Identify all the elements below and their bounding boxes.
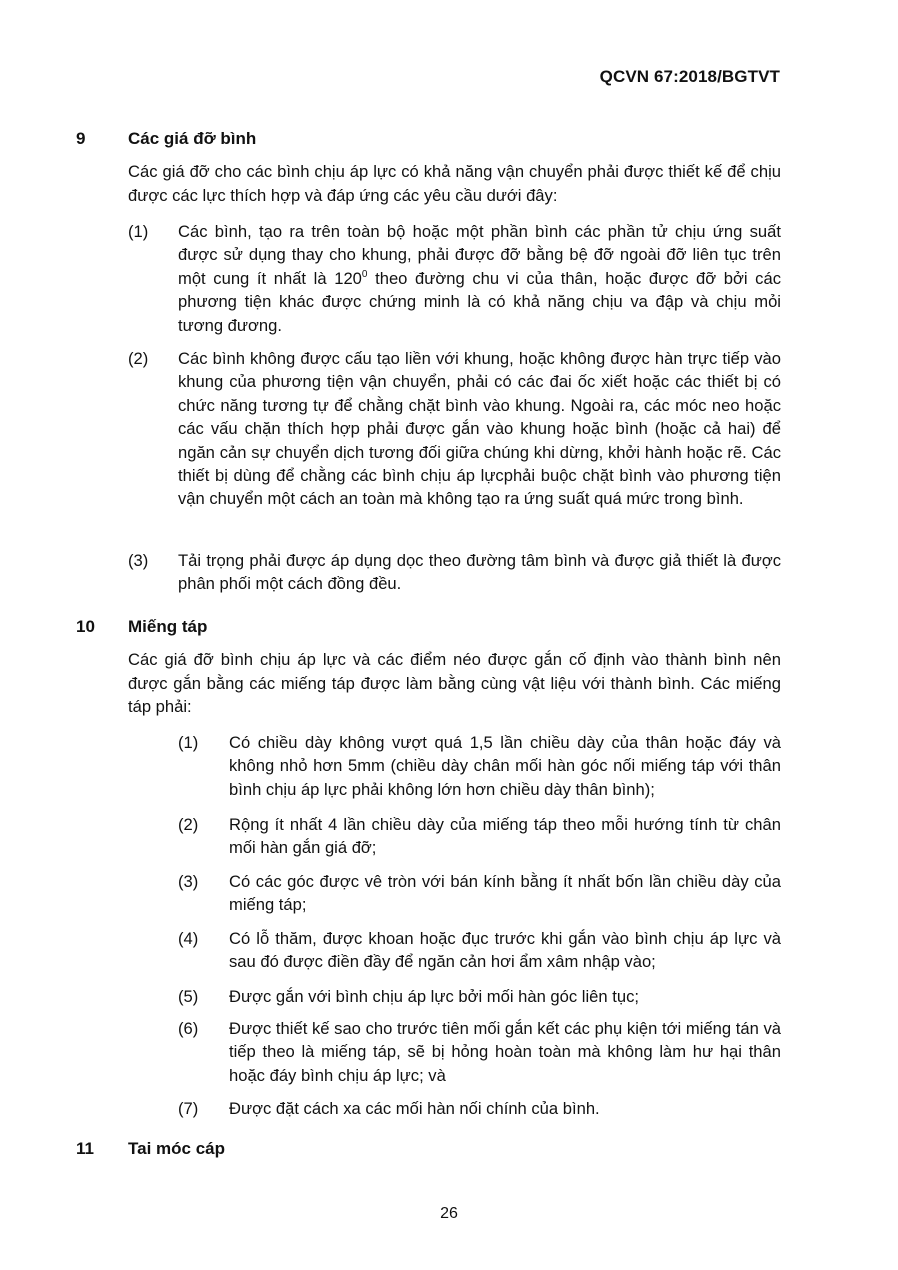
list-item bbox=[178, 731, 781, 801]
list-item bbox=[178, 1017, 781, 1087]
list-item-label: (5) bbox=[178, 987, 199, 1006]
list-item-label: (7) bbox=[178, 1099, 199, 1118]
list-item-text: Có các góc được vê tròn với bán kính bằng ít nhất bốn lần chiều dày của miếng táp; bbox=[229, 872, 781, 915]
list-item-label: (3) bbox=[178, 872, 199, 891]
page-number: 26 bbox=[440, 1205, 458, 1222]
list-item bbox=[128, 549, 781, 596]
list-item-text: Có lỗ thăm, được khoan hoặc đục trước khi gắn vào bình chịu áp lực và sau đó được điền đầy để ngăn cản hơi ẩm xâm nhập vào; bbox=[229, 929, 781, 972]
section-number: 10 bbox=[76, 617, 95, 636]
list-item-text: Rộng ít nhất 4 lần chiều dày của miếng táp theo mỗi hướng tính từ chân mối hàn gắn giá đỡ; bbox=[229, 815, 781, 858]
page-header-code: QCVN 67:2018/BGTVT bbox=[599, 67, 780, 86]
section-title: Các giá đỡ bình bbox=[128, 129, 257, 148]
list-item-label: (4) bbox=[178, 929, 199, 948]
list-item bbox=[128, 347, 781, 511]
list-item bbox=[178, 813, 781, 860]
list-item-text: Tải trọng phải được áp dụng dọc theo đường tâm bình và được giả thiết là được phân phối một cách đồng đều. bbox=[178, 551, 781, 594]
list-item-text: Các bình không được cấu tạo liền với khung, hoặc không được hàn trực tiếp vào khung của phương tiện vận chuyển, phải có các đai ốc xiết hoặc các thiết bị có chức năng tương tự để chằng chặt bình vào khung. Ngoài ra, các móc neo hoặc các vấu chặn thích hợp phải được gắn vào khung hoặc bình (hoặc cả hai) để ngăn cản sự chuyển dịch tương đối giữa chúng khi dừng, khởi hành hoặc rẽ. Các thiết bị dùng để chằng các bình chịu áp lựcphải buộc chặt bình vào phương tiện vận chuyển một cách an toàn mà không tạo ra ứng suất quá mức trong bình. bbox=[178, 349, 781, 509]
list-item-label: (6) bbox=[178, 1019, 199, 1038]
section-title: Tai móc cáp bbox=[128, 1139, 225, 1158]
list-item bbox=[128, 220, 781, 337]
degree-superscript: 0 bbox=[361, 268, 368, 280]
list-item-label: (1) bbox=[178, 733, 199, 752]
list-item-text: Được đặt cách xa các mối hàn nối chính của bình. bbox=[229, 1099, 600, 1118]
section-9-intro: Các giá đỡ cho các bình chịu áp lực có khả năng vận chuyển phải được thiết kế để chịu được các lực thích hợp và đáp ứng các yêu cầu dưới đây: bbox=[128, 162, 781, 205]
list-item bbox=[178, 870, 781, 917]
list-item-text: Các bình, tạo ra trên toàn bộ hoặc một phần bình các phần tử chịu ứng suất được sử dụng thay cho khung, phải được đỡ bằng bệ đỡ ngoài đỡ liên tục trên một cung ít nhất là $120^0$ theo đường chu vi của thân, hoặc được đỡ bởi các phương tiện khác được chứng minh là có khả năng chịu va đập và chịu mỏi tương đương. bbox=[178, 222, 781, 335]
list-item-label: (1) bbox=[128, 222, 149, 241]
list-item-text: Có chiều dày không vượt quá 1,5 lần chiều dày của thân hoặc đáy và không nhỏ hơn 5mm (chiều dày chân mối hàn góc nối miếng táp với thân bình chịu áp lực phải không lớn hơn chiều dày thân bình); bbox=[229, 733, 781, 799]
section-number: 9 bbox=[76, 129, 86, 148]
list-item bbox=[178, 927, 781, 974]
section-number: 11 bbox=[76, 1139, 94, 1158]
section-10-intro: Các giá đỡ bình chịu áp lực và các điểm néo được gắn cố định vào thành bình nên được gắn bằng các miếng táp được làm bằng cùng vật liệu với thành bình. Các miếng táp phải: bbox=[128, 650, 781, 717]
list-item-label: (2) bbox=[128, 349, 149, 368]
list-item-text: Được gắn với bình chịu áp lực bởi mối hàn góc liên tục; bbox=[229, 987, 639, 1006]
list-item bbox=[178, 985, 781, 1008]
list-item-text: Được thiết kế sao cho trước tiên mối gắn kết các phụ kiện tới miếng tán và tiếp theo là miếng táp, sẽ bị hỏng hoàn toàn mà không làm hư hại thân hoặc đáy bình chịu áp lực; và bbox=[229, 1019, 781, 1085]
list-item-label: (2) bbox=[178, 815, 199, 834]
list-item bbox=[178, 1097, 781, 1120]
section-title: Miếng táp bbox=[128, 617, 208, 636]
list-item-label: (3) bbox=[128, 551, 149, 570]
